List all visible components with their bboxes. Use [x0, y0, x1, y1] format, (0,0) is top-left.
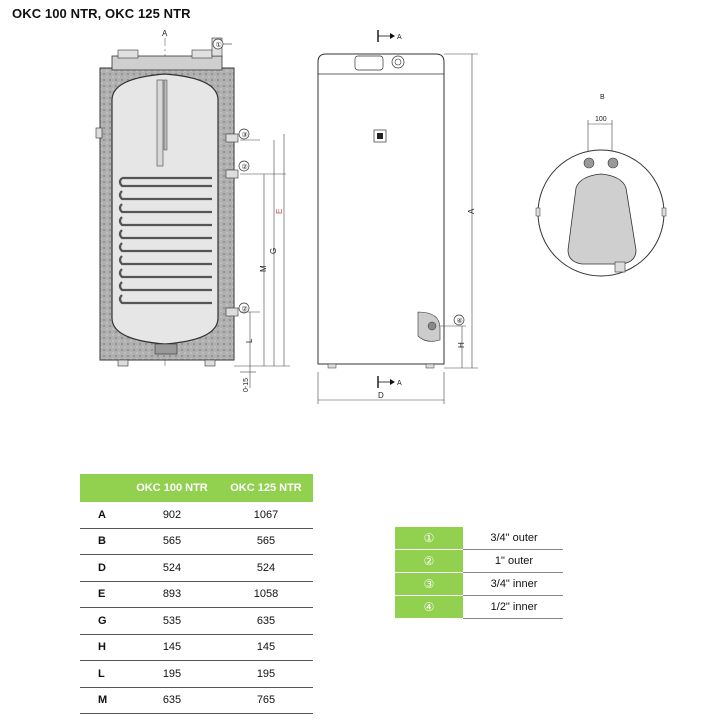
connection-number: ①: [395, 527, 463, 550]
dim-A-label: A: [467, 208, 476, 214]
value-okc125: 524: [219, 555, 313, 582]
connection-row: [395, 550, 563, 573]
dim-100-label: 100: [595, 116, 607, 123]
top-view: [536, 94, 666, 276]
row-label: M: [80, 687, 125, 714]
dim-H-label: H: [457, 342, 466, 348]
section-mark-bottom: A: [397, 380, 402, 387]
dim-M-label: M: [259, 265, 268, 272]
value-okc125: 145: [219, 634, 313, 661]
value-okc125: 765: [219, 687, 313, 714]
dim-G-label: G: [269, 247, 278, 254]
section-mark-top: A: [397, 34, 402, 41]
page-title: OKC 100 NTR, OKC 125 NTR: [12, 6, 191, 21]
connection-row: [395, 596, 563, 619]
callout-4: ④: [456, 318, 463, 325]
row-label: D: [80, 555, 125, 582]
value-okc100: 145: [125, 634, 219, 661]
table-row: [80, 634, 313, 661]
front-view: [318, 30, 478, 404]
row-label: B: [80, 528, 125, 555]
connection-desc: 3/4" inner: [463, 573, 563, 596]
connection-desc: 1" outer: [463, 550, 563, 573]
value-okc125: 565: [219, 528, 313, 555]
value-okc125: 195: [219, 661, 313, 688]
connection-row: [395, 573, 563, 596]
row-label: H: [80, 634, 125, 661]
value-okc100: 535: [125, 608, 219, 635]
value-okc100: 902: [125, 502, 219, 528]
row-label: A: [80, 502, 125, 528]
connection-number: ②: [395, 550, 463, 573]
connections-table: [395, 527, 563, 619]
connection-desc: 1/2" inner: [463, 596, 563, 619]
table-header-blank: [80, 474, 125, 502]
callout-2-upper: ②: [241, 164, 248, 171]
value-okc100: 893: [125, 581, 219, 608]
value-okc100: 635: [125, 687, 219, 714]
table-header-okc125: OKC 125 NTR: [219, 474, 313, 502]
dimensions-table: [80, 474, 313, 714]
callout-1: ①: [215, 42, 222, 49]
table-row: [80, 661, 313, 688]
dim-0-15-label: 0-15: [243, 377, 250, 392]
table-header-okc100: OKC 100 NTR: [125, 474, 219, 502]
value-okc125: 1058: [219, 581, 313, 608]
table-row: [80, 687, 313, 714]
connection-number: ③: [395, 573, 463, 596]
dim-D-label: D: [378, 391, 384, 400]
connection-desc: 3/4" outer: [463, 527, 563, 550]
value-okc100: 524: [125, 555, 219, 582]
value-okc100: 565: [125, 528, 219, 555]
table-row: [80, 528, 313, 555]
value-okc125: 1067: [219, 502, 313, 528]
table-row: [80, 581, 313, 608]
dim-E-label: E: [275, 208, 284, 214]
row-label: G: [80, 608, 125, 635]
section-center-label: A: [162, 29, 168, 38]
row-label: E: [80, 581, 125, 608]
table-row: [80, 608, 313, 635]
value-okc125: 635: [219, 608, 313, 635]
dim-L-label: L: [245, 338, 254, 343]
table-row: [80, 555, 313, 582]
connection-row: [395, 527, 563, 550]
callout-3: ③: [241, 132, 248, 139]
section-view: [96, 29, 290, 392]
value-okc100: 195: [125, 661, 219, 688]
row-label: L: [80, 661, 125, 688]
connection-number: ④: [395, 596, 463, 619]
callout-2-lower: ②: [241, 306, 248, 313]
table-row: [80, 502, 313, 528]
dim-B-label: B: [600, 94, 605, 101]
